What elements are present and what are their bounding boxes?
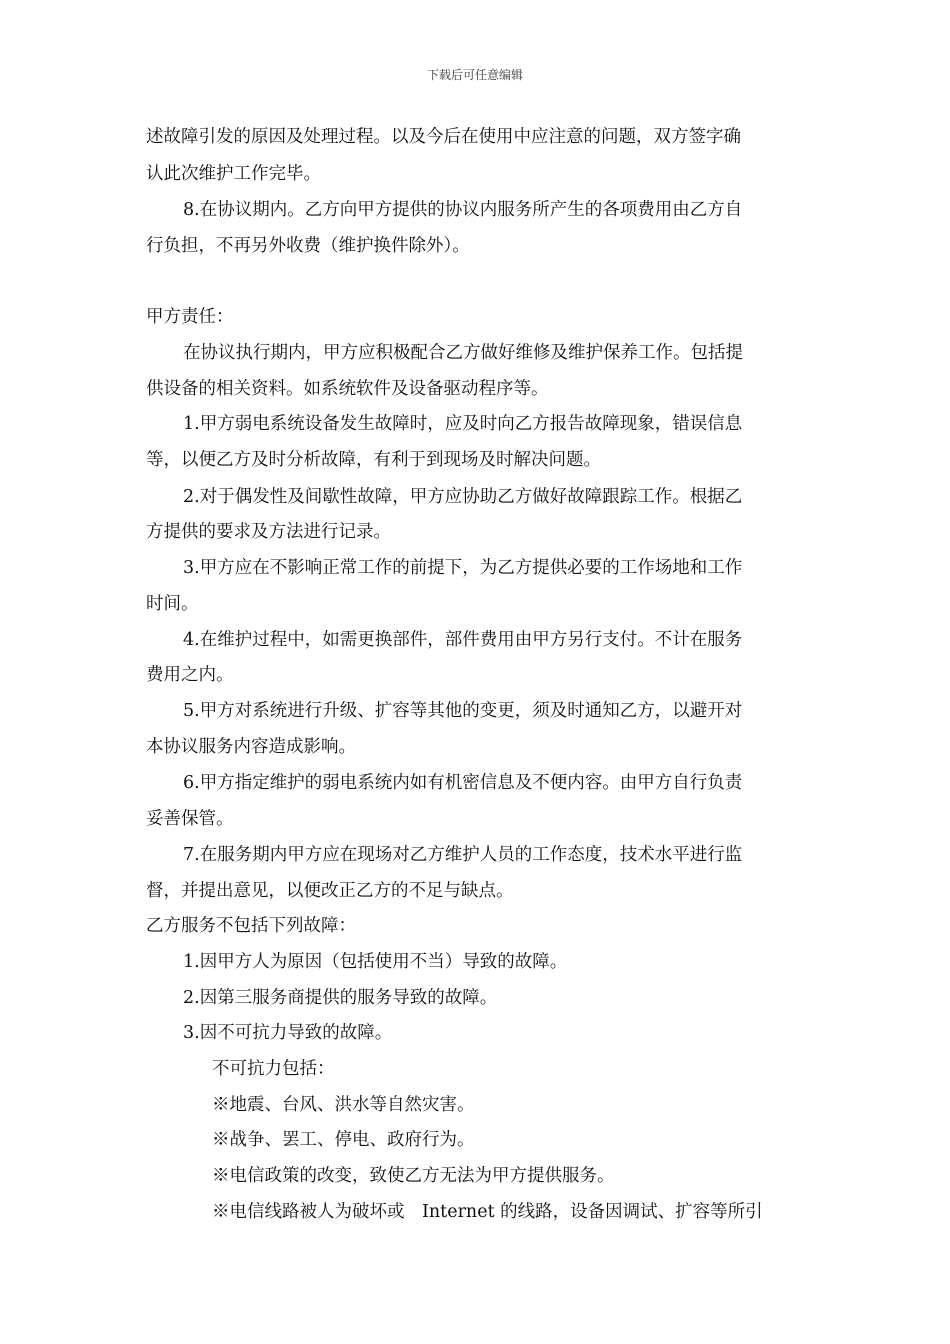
body-line: 督，并提出意见，以便改正乙方的不足与缺点。 <box>146 881 514 901</box>
body-line: 供设备的相关资料。如系统软件及设备驱动程序等。 <box>146 379 549 399</box>
body-line: 3.甲方应在不影响正常工作的前提下，为乙方提供必要的工作场地和工作 <box>183 558 743 578</box>
body-line: 1.甲方弱电系统设备发生故障时，应及时向乙方报告故障现象，错误信息 <box>183 414 743 434</box>
body-line: 5.甲方对系统进行升级、扩容等其他的变更，须及时通知乙方，以避开对 <box>183 701 743 721</box>
list-item: ※电信政策的改变，致使乙方无法为甲方提供服务。 <box>212 1166 615 1186</box>
body-line: 7.在服务期内甲方应在现场对乙方维护人员的工作态度，技术水平进行监 <box>183 845 743 865</box>
body-line: 本协议服务内容造成影响。 <box>146 737 356 757</box>
body-line: 方提供的要求及方法进行记录。 <box>146 522 391 542</box>
section-heading: 甲方责任： <box>146 307 234 327</box>
body-line: 妥善保管。 <box>146 809 234 829</box>
sub-heading: 不可抗力包括： <box>212 1059 335 1079</box>
body-line: 述故障引发的原因及处理过程。以及今后在使用中应注意的问题，双方签字确 <box>146 127 741 147</box>
body-line: 6.甲方指定维护的弱电系统内如有机密信息及不便内容。由甲方自行负责 <box>183 773 743 793</box>
body-line: 在协议执行期内，甲方应积极配合乙方做好维修及维护保养工作。包括提 <box>183 343 743 363</box>
list-item: ※地震、台风、洪水等自然灾害。 <box>212 1095 475 1115</box>
page-header: 下载后可任意编辑 <box>426 68 523 82</box>
list-item: 1.因甲方人为原因（包括使用不当）导致的故障。 <box>183 952 568 972</box>
body-line: 4.在维护过程中，如需更换部件，部件费用由甲方另行支付。不计在服务 <box>183 630 743 650</box>
section-heading: 乙方服务不包括下列故障： <box>146 916 356 936</box>
body-line: 费用之内。 <box>146 665 234 685</box>
list-item: 2.因第三服务商提供的服务导致的故障。 <box>183 988 498 1008</box>
list-item: 3.因不可抗力导致的故障。 <box>183 1023 393 1043</box>
body-line: 等，以便乙方及时分析故障，有利于到现场及时解决问题。 <box>146 450 601 470</box>
body-line: 行负担，不再另外收费（维护换件除外）。 <box>146 236 470 256</box>
list-item: ※电信线路被人为破坏或 Internet 的线路，设备因调试、扩容等所引 <box>212 1202 763 1222</box>
body-line: 认此次维护工作完毕。 <box>146 164 321 184</box>
list-item: ※战争、罢工、停电、政府行为。 <box>212 1130 475 1150</box>
body-line: 2.对于偶发性及间歇性故障，甲方应协助乙方做好故障跟踪工作。根据乙 <box>183 487 743 507</box>
body-line: 8.在协议期内。乙方向甲方提供的协议内服务所产生的各项费用由乙方自 <box>183 200 743 220</box>
body-line: 时间。 <box>146 594 199 614</box>
